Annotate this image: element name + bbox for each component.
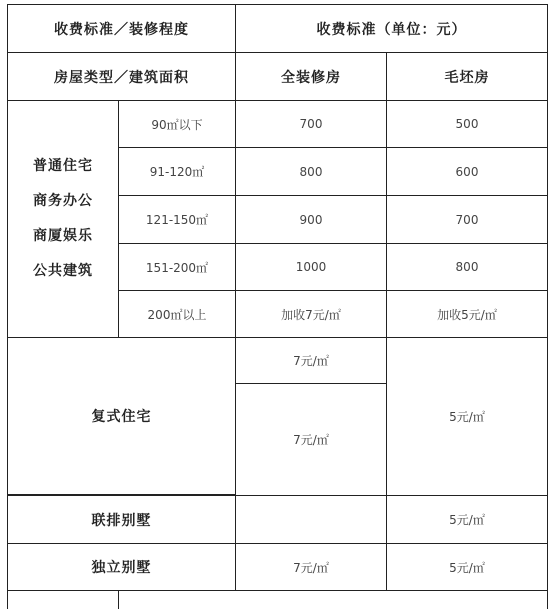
header-top-left: 收费标准／装修程度 — [8, 5, 236, 53]
villa-rough: 5元/㎡ — [387, 544, 548, 591]
duplex-label: 复式住宅 — [8, 338, 236, 495]
duplex-full-bottom: 7元/㎡ — [236, 384, 387, 496]
header-col-full: 全装修房 — [236, 53, 387, 101]
cut-cell — [8, 591, 119, 609]
category-line: 公共建筑 — [8, 254, 118, 289]
rough-cell: 700 — [387, 196, 548, 244]
table-row — [8, 496, 548, 544]
full-cell: 900 — [236, 196, 387, 244]
rough-cell: 500 — [387, 101, 548, 148]
fee-table — [7, 4, 548, 609]
full-cell: 700 — [236, 101, 387, 148]
townhouse-label: 联排别墅 — [8, 496, 236, 544]
table-row — [8, 544, 548, 591]
cut-cell — [119, 591, 548, 609]
townhouse-rough: 5元/㎡ — [387, 496, 548, 544]
duplex-full-top: 7元/㎡ — [236, 338, 387, 384]
area-cell: 200㎡以上 — [119, 291, 236, 338]
rough-cell: 600 — [387, 148, 548, 196]
table-row — [8, 338, 548, 384]
full-cell: 加收7元/㎡ — [236, 291, 387, 338]
header-col-rough: 毛坯房 — [387, 53, 548, 101]
area-cell: 121-150㎡ — [119, 196, 236, 244]
villa-label: 独立别墅 — [8, 544, 236, 591]
area-cell: 91-120㎡ — [119, 148, 236, 196]
table-row — [8, 591, 548, 609]
duplex-rough: 5元/㎡ — [387, 338, 548, 496]
villa-full: 7元/㎡ — [236, 544, 387, 591]
townhouse-full-empty — [236, 496, 387, 544]
category-line: 商务办公 — [8, 184, 118, 219]
rough-cell: 800 — [387, 244, 548, 291]
header-group: 收费标准（单位：元） — [236, 5, 548, 53]
area-cell: 90㎡以下 — [119, 101, 236, 148]
category-cell — [8, 101, 119, 338]
full-cell: 1000 — [236, 244, 387, 291]
category-line: 普通住宅 — [8, 149, 118, 184]
rough-cell: 加收5元/㎡ — [387, 291, 548, 338]
header-bottom-left: 房屋类型／建筑面积 — [8, 53, 236, 101]
area-cell: 151-200㎡ — [119, 244, 236, 291]
table-row — [8, 101, 548, 148]
category-line: 商厦娱乐 — [8, 219, 118, 254]
full-cell: 800 — [236, 148, 387, 196]
